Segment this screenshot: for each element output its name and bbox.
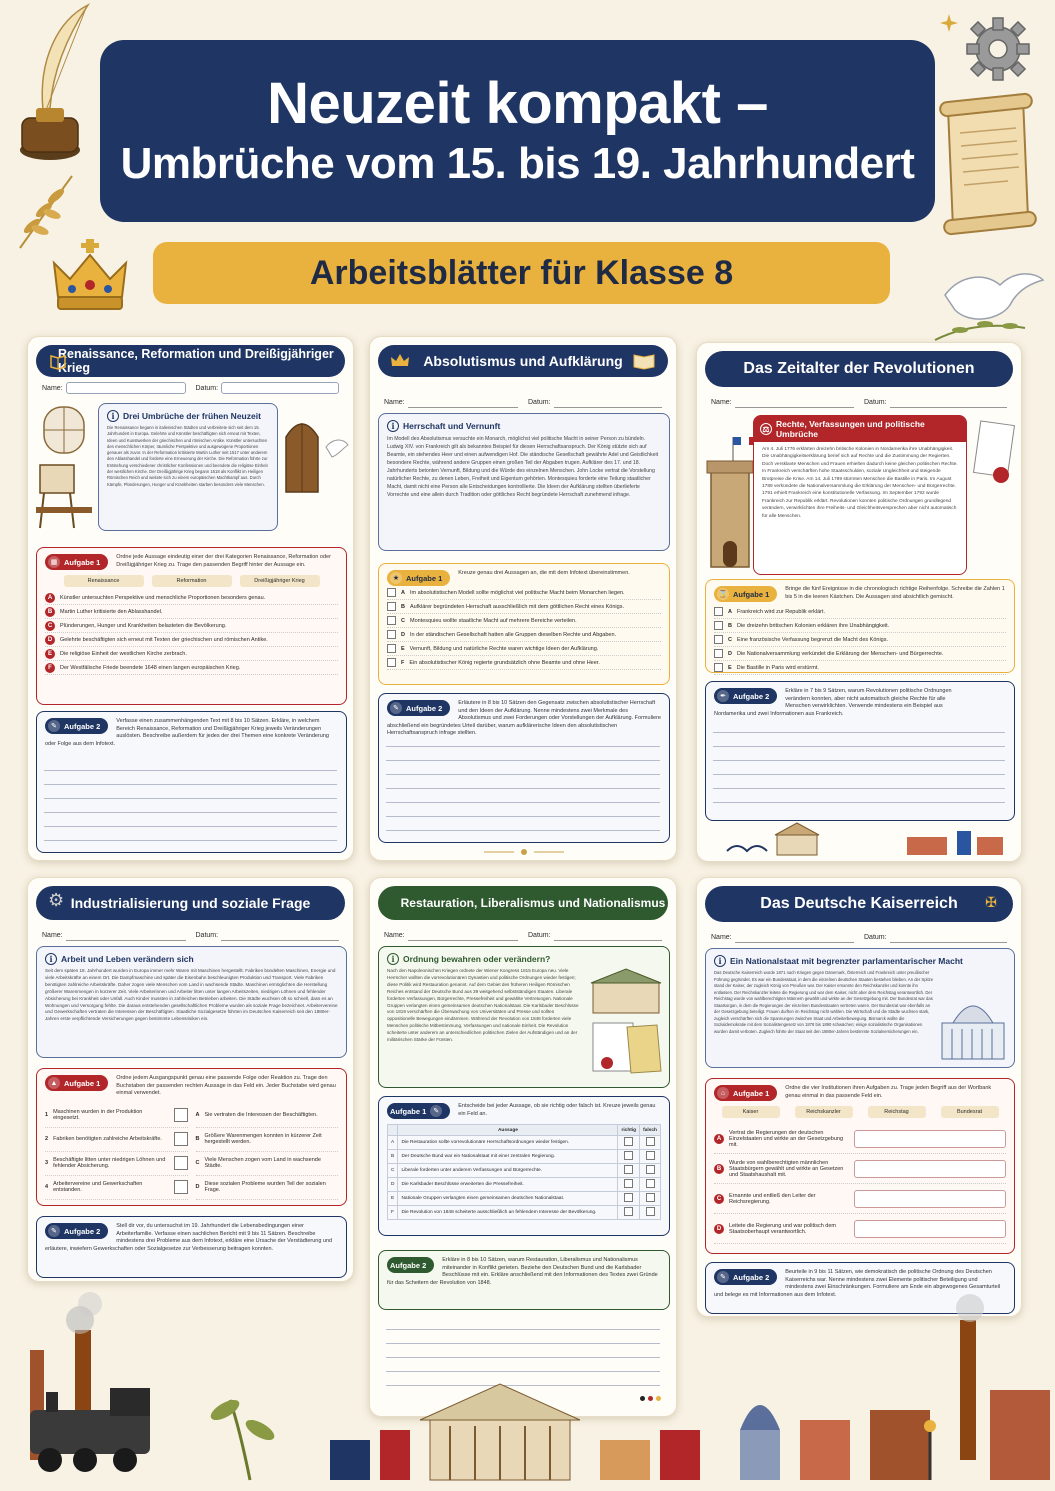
worksheet-german-empire <box>696 877 1022 1317</box>
checkbox[interactable] <box>387 658 396 667</box>
task-1-badge: ⌂ Aufgabe 1 <box>714 1085 777 1101</box>
quill-icon: ✒ <box>717 690 729 702</box>
number-box[interactable] <box>714 621 723 630</box>
checkbox[interactable] <box>646 1193 655 1202</box>
cause-row: 4 Arbeitervereine und Gewerkschaften entstanden. <box>45 1176 188 1200</box>
city-skyline-illustration <box>707 821 1013 859</box>
bottom-scenery-illustration <box>0 1280 1055 1491</box>
task-1 <box>378 563 670 685</box>
checkbox[interactable] <box>624 1165 633 1174</box>
building-icon: ⌂ <box>717 1087 729 1099</box>
date-field[interactable] <box>890 396 1007 408</box>
answer-field[interactable] <box>854 1190 1006 1208</box>
task-1-text: Bringe die fünf Ereignisse in die chronologisch richtige Reihenfolge. Schreibe die Zahlen 1 bis 5 in die leeren Kästchen. Die Aussagen sind absichtlich gemischt. <box>785 586 1005 600</box>
name-date-row <box>42 928 339 942</box>
name-date-row <box>384 395 662 409</box>
table-row: D Die Karlsbader Beschlüsse erweiterten die Pressefreiheit. <box>388 1178 661 1192</box>
cause-row: 1 Maschinen wurden in der Produktion eingesetzt. <box>45 1104 188 1128</box>
checkbox[interactable] <box>646 1137 655 1146</box>
info-box <box>705 948 1015 1068</box>
worksheet-title: Industrialisierung und soziale Frage <box>70 895 311 911</box>
checkbox[interactable] <box>646 1151 655 1160</box>
effect-row: D Diese sozialen Probleme wurden Teil der sozialen Frage. <box>196 1176 339 1200</box>
castle-map-illustration <box>587 967 665 1079</box>
worksheet-title-bar <box>705 886 1013 922</box>
info-box <box>98 403 278 531</box>
category-thirty-years-war: Dreißigjähriger Krieg <box>240 575 320 587</box>
checkbox-row[interactable]: A Im absolutistischen Modell sollte möglichst viel politische Macht beim Monarchen liegen. <box>387 586 661 600</box>
name-date-row <box>711 395 1007 409</box>
worksheet-absolutism <box>369 336 677 861</box>
task-2 <box>36 1216 347 1278</box>
cause-row: 3 Beschäftigte litten unter niedrigen Löhnen und fehlender Absicherung. <box>45 1152 188 1176</box>
factory-icon: ▲ <box>48 1077 60 1089</box>
subtitle-banner: Arbeitsblätter für Klasse 8 <box>153 242 890 304</box>
date-label: Datum: <box>864 398 887 406</box>
name-field[interactable] <box>735 931 854 943</box>
info-text: Seit dem späten 18. Jahrhundert wurden in Europa immer mehr Waren mit Maschinen hergestellt. Fabriken bündelten Maschinen, Energie und viele Arbeitskräfte an einem Ort. Die Dampfmaschine und später die Eisenbahn beschleunigten Produktion und Transport. Viele Fabriken benötigten zahlreiche Arbeitskräfte. Daher zogen viele Menschen vom Land in wachsende Städte. Maschinen ermöglichten die Herstellung größerer Warenmengen in kürzerer Zeit. Viele Arbeiterinnen und Arbeiter litten unter langen Arbeitszeiten, niedrigen Löhnen und fehlender Absicherung bei Krankheit oder Unfall. Auch Kinder mussten in zahlreichen Betrieben arbeiten. Die Städte wuchsen oft so schnell, dass es an Wohnungen und Versorgung fehlte. Die daraus entstehenden gesellschaftlichen Probleme wurden als soziale Frage bezeichnet. Arbeitervereine und Gewerkschaften vertraten die Interessen der Beschäftigten. Staatliche Sozialgesetze führten im Deutschen Kaiserreich seit den 1880er-Jahren erste verpflichtende Versicherungen gegen bestimmte Lebensrisiken ein. <box>45 968 338 1022</box>
document-seal-illustration <box>971 419 1017 499</box>
table-row: A Die Restauration sollte vorrevolutionäre Herrschaftsordnungen wieder festigen. <box>388 1136 661 1150</box>
institution-row: A Vertrat die Regierungen der deutschen Einzelstaaten und wirkte an der Gesetzgebung mit. <box>714 1124 1006 1154</box>
info-text: Im Modell des Absolutismus versuchte ein Monarch, möglichst viel politische Macht in seiner Person zu bündeln. Ludwig XIV. von Frankreich gilt als bekanntes Beispiel für diesen Herrschaftsanspruch. Der König stützte sich auf Beamte, ein stehendes Heer und einen aufwendigen Hof. Die ständische Gesellschaft gewährte Adel und Geistlichkeit besondere Rechte, während andere Gruppen einen großen Teil der Abgaben trugen. Aufklärer des 17. und 18. Jahrhunderts betonten Vernunft, Bildung und die Würde des einzelnen Menschen. John Locke vertrat die Vorstellung natürlicher Rechte, zu denen Leben, Freiheit und Eigentum gehörten. Montesquieu forderte eine Teilung staatlicher Macht, damit nicht eine Person alle Entscheidungen kontrollierte. Die Ideen der Aufklärung stellten überlieferte Vorrechte und eine allein durch Tradition oder göttliches Recht begründete Herrschaft zunehmend infrage. <box>387 436 659 498</box>
task-2-text: Stell dir vor, du untersuchst im 19. Jahrhundert die Lebensbedingungen einer Arbeiterfamilie. Verfasse einen sachlichen Bericht mit 9 bis 11 Sätzen. Beschreibe mindestens drei Probleme aus dem Infotext, erkläre eine Ursache der Verstädterung und erläutere, inwiefern Gewerkschaften oder Sozialgesetze zur Verbesserung beitragen konnten. <box>45 1223 333 1252</box>
pencil-icon: ✎ <box>430 1105 442 1117</box>
answer-field[interactable] <box>854 1130 1006 1148</box>
answer-field[interactable] <box>854 1160 1006 1178</box>
info-box <box>378 946 670 1088</box>
worksheet-renaissance <box>27 336 354 861</box>
task-1-text: Ordne jede Aussage eindeutig einer der drei Kategorien Renaissance, Reformation oder Dreißigjähriger Krieg zu. Trage den passenden Begriff hinter der Aussage ein. <box>116 554 331 568</box>
eagle-emblem-icon: ✠ <box>985 894 997 910</box>
table-row: B Der Deutsche Bund war ein Nationalstaat mit einer zentralen Regierung. <box>388 1150 661 1164</box>
task-1-badge: Aufgabe 1 ✎ <box>387 1103 450 1119</box>
answer-box[interactable] <box>174 1180 188 1194</box>
date-field[interactable] <box>221 382 339 394</box>
checkbox-row[interactable]: E Vernunft, Bildung und natürliche Rechte waren wichtige Ideen der Aufklärung. <box>387 642 661 656</box>
worksheet-title: Das Deutsche Kaiserreich <box>760 895 958 912</box>
causes-column <box>45 1104 188 1200</box>
task-1-text: Ordne jedem Ausgangspunkt genau eine passende Folge oder Reaktion zu. Trage den Buchstaben der passenden rechten Aussage in das Feld ein. Jeder Buchstabe wird genau einmal verwendet. <box>116 1075 336 1096</box>
number-box[interactable] <box>714 649 723 658</box>
word-bank-item: Kaiser <box>722 1106 780 1118</box>
date-label: Datum: <box>528 931 551 939</box>
writing-lines[interactable] <box>44 757 337 841</box>
name-field[interactable] <box>735 396 854 408</box>
hourglass-icon: ⌛ <box>717 588 729 600</box>
date-field[interactable] <box>890 931 1007 943</box>
pencil-icon: ✎ <box>48 1225 60 1237</box>
info-text: Am 4. Juli 1776 erklärten dreizehn britische Kolonien in Nordamerika ihre Unabhängigkeit. Die Unabhängigkeitserklärung berief sich auf Rechte und die Zustimmung der Regierten. Doch versklavte Menschen und Frauen erhielten dadurch keine gleichen politischen Rechte. In Frankreich verschärften hohe Staatsschulden, soziale Ungleichheit und steigende Brotpreise die Krise. Am 14. Juli 1789 stürmten Menschen die Bastille in Paris. Im August 1789 verkündete die Nationalversammlung die Erklärung der Menschen- und Bürgerrechte. 1791 erhielt Frankreich eine konstitutionelle Verfassung. Im September 1792 wurde Frankreich zur Republik erklärt. Revolutionen konnten politische Ordnungen grundlegend verändern, verwirklichten ihre Freiheits- und Gleichheitsversprechen aber nicht automatisch für alle Menschen. <box>762 447 958 519</box>
quill-inkwell-illustration <box>8 0 98 165</box>
statement-row: E Die religiöse Einheit der westlichen Kirche zerbrach. <box>45 647 338 661</box>
info-box <box>753 415 967 575</box>
task-2-badge: ✎ Aufgabe 2 <box>45 718 108 734</box>
task-1-text: Ordne die vier Institutionen ihren Aufgaben zu. Trage jeden Begriff aus der Wortbank genau einmal in das passende Feld ein. <box>785 1085 992 1099</box>
checkbox[interactable] <box>387 602 396 611</box>
task-1 <box>705 1078 1015 1254</box>
gear-icon <box>963 14 1033 84</box>
info-icon: i <box>45 953 57 965</box>
scales-icon: ⚖ <box>760 423 772 435</box>
true-false-table: Aussage richtig falsch A Die Restauration sollte vorrevolutionäre Herrschaftsordnungen wieder festigen. B Der Deutsche Bund war ein Nationalstaat mit einer zentralen Regierung. C Liberale forderten unter anderem Verfassungen und Bürgerrechte. D Die Karlsbader Beschlüsse erweiterten die Pressefreiheit. E Nationale Gruppen verlangten einen gemeinsamen deutschen Nationalstaat. F Die Revolution von 1848 scheiterte ausschließlich an fehlendem Interesse der Bevölkerung. <box>387 1124 661 1220</box>
crown-icon <box>50 235 130 315</box>
date-label: Datum: <box>864 933 887 941</box>
order-row[interactable]: E Die Bastille in Paris wird erstürmt. <box>714 661 1006 675</box>
checkbox[interactable] <box>624 1179 633 1188</box>
name-field[interactable] <box>66 382 186 394</box>
task-1-text: Kreuze genau drei Aussagen an, die mit dem Infotext übereinstimmen. <box>458 570 630 576</box>
task-2-badge: Aufgabe 2 <box>387 1257 434 1273</box>
order-row[interactable]: B Die dreizehn britischen Kolonien erklären ihre Unabhängigkeit. <box>714 619 1006 633</box>
checkbox[interactable] <box>646 1179 655 1188</box>
task-1 <box>36 547 347 705</box>
cause-row: 2 Fabriken benötigten zahlreiche Arbeitskräfte. <box>45 1128 188 1152</box>
book-sparkle-icon <box>48 351 68 371</box>
name-date-row <box>384 928 662 942</box>
task-2-text: Verfasse einen zusammenhängenden Text mit 8 bis 10 Sätzen. Erkläre, in welchem Bereich Renaissance, Reformation und Dreißigjähriger Krieg jeweils Veränderungen auslösten. Beschreibe außerdem für jedes der drei Themen eine konkrete Veränderung oder Folge aus dem Infotext. <box>45 718 329 747</box>
task-2-text: Erkläre in 8 bis 10 Sätzen, warum Restauration, Liberalismus und Nationalismus miteinander in Konflikt gerieten. Beziehe den Deutschen Bund und die Karlsbader Beschlüsse mit ein. Erkläre anschließend mit den Informationen des Textes zwei Gründe für das Scheitern der Revolution von 1848. <box>387 1257 658 1286</box>
task-2-badge: ✎ Aufgabe 2 <box>714 1269 777 1285</box>
checkbox[interactable] <box>387 630 396 639</box>
bastille-tower-illustration <box>705 431 755 571</box>
pencil-icon: ✎ <box>390 702 402 714</box>
info-title: Drei Umbrüche der frühen Neuzeit <box>123 411 261 421</box>
checkbox[interactable] <box>624 1137 633 1146</box>
date-field[interactable] <box>221 929 339 941</box>
info-icon: i <box>714 955 726 967</box>
checkbox[interactable] <box>624 1193 633 1202</box>
task-2-badge: ✎ Aufgabe 2 <box>387 700 450 716</box>
name-field[interactable] <box>408 396 518 408</box>
worksheet-title-bar <box>36 345 345 377</box>
church-door-dove-illustration <box>282 407 352 497</box>
worksheet-title: Absolutismus und Aufklärung <box>423 353 623 369</box>
checkbox[interactable] <box>387 616 396 625</box>
name-label: Name: <box>42 384 63 392</box>
info-text: Das Deutsche Kaiserreich wurde 1871 nach Kriegen gegen Dänemark, Österreich und Frankreich unter preußischer Führung gegründet. Es war ein Bundesstaat, in dem die einzelnen deutschen Staaten bestehen blieben. An der Spitze stand der Kaiser, der zugleich König von Preußen war. Der Kaiser ernannte den Reichskanzler und konnte ihn entlassen. Der Reichskanzler leitete die Regierung und war dem Kaiser, nicht aber dem Reichstag verantwortlich. Der Reichstag wurde von wahlberechtigten Männern gewählt und wirkte an der Gesetzgebung mit. Der Bundesrat war das Staatsorgan, in dem die Regierungen der einzelnen Bundesstaaten vertreten waren. Der Bundesrat war ebenfalls an der Gesetzgebung beteiligt. Frauen durften im Reichstag nicht wählen. Die Wirtschaft und die Städte wuchsen stark, zugleich verschärften sich die Spannungen zwischen Staat und Arbeiterbewegung. Bismarck wollte die Sozialdemokratie mit dem Sozialistengesetz von 1878 bis 1890 schwächen; einige sozialistische Organisationen wurden damit verboten. Zugleich führte der Staat seit den 1880er-Jahren bestimmte Sozialversicherungen ein. <box>714 970 934 1034</box>
info-title: Rechte, Verfassungen und politische Umbrüche <box>776 419 925 439</box>
writing-lines[interactable] <box>713 719 1005 803</box>
institution-row: D Leitete die Regierung und war politisch dem Staatsoberhaupt verantwortlich. <box>714 1214 1006 1244</box>
task-2-text: Beurteile in 9 bis 11 Sätzen, wie demokratisch die politische Ordnung des Deutschen Kaiserreichs war. Nenne mindestens zwei Elemente politischer Beteiligung und mindestens zwei Einschränkungen. Formuliere am Ende ein abgewogenes Gesamturteil und belege es mit Informationen aus dem Infotext. <box>714 1269 1001 1298</box>
award-icon: ★ <box>390 572 402 584</box>
worksheet-title: Renaissance, Reformation und Dreißigjähriger Krieg <box>58 347 334 375</box>
task-1-badge: ▲ Aufgabe 1 <box>45 1075 108 1091</box>
info-title: Ordnung bewahren oder verändern? <box>403 954 551 964</box>
name-field[interactable] <box>66 929 186 941</box>
answer-box[interactable] <box>174 1132 188 1146</box>
word-bank-item: Bundesrat <box>941 1106 999 1118</box>
statement-row: A Künstler untersuchten Perspektive und menschliche Proportionen besonders genau. <box>45 591 338 605</box>
name-label: Name: <box>384 931 405 939</box>
checkbox[interactable] <box>624 1207 633 1216</box>
name-field[interactable] <box>408 929 518 941</box>
name-label: Name: <box>711 933 732 941</box>
name-date-row <box>42 381 339 395</box>
checkbox-row[interactable]: F Ein absolutistischer König regierte grundsätzlich ohne Beamte und ohne Heer. <box>387 656 661 670</box>
checkbox-row[interactable]: D In der ständischen Gesellschaft hatten alle Gruppen dieselben Rechte und Abgaben. <box>387 628 661 642</box>
number-box[interactable] <box>714 663 723 672</box>
info-box <box>378 413 670 551</box>
worksheet-title-bar <box>36 886 345 920</box>
effect-row: B Größere Warenmengen konnten in kürzerer Zeit hergestellt werden. <box>196 1128 339 1152</box>
info-icon: i <box>387 953 399 965</box>
worksheet-title: Restauration, Liberalismus und Nationalismus <box>400 896 666 910</box>
statement-row: B Martin Luther kritisierte den Ablasshandel. <box>45 605 338 619</box>
info-icon: i <box>107 410 119 422</box>
sparkle-icon <box>940 14 958 32</box>
main-title-line2: Umbrüche vom 15. bis 19. Jahrhundert <box>120 139 915 188</box>
date-label: Datum: <box>195 931 219 939</box>
worksheet-revolutions <box>696 342 1022 862</box>
institution-row: B Wurde von wahlberechtigten männlichen Staatsbürgern gewählt und wirkte an Gesetzen und Staatshaushalt mit. <box>714 1154 1006 1184</box>
checkbox[interactable] <box>646 1165 655 1174</box>
institution-row: C Ernannte und entließ den Leiter der Reichsregierung. <box>714 1184 1006 1214</box>
checkbox[interactable] <box>387 588 396 597</box>
table-row: E Nationale Gruppen verlangten einen gemeinsamen deutschen Nationalstaat. <box>388 1192 661 1206</box>
worksheet-title-bar <box>705 351 1013 387</box>
open-book-icon <box>632 351 656 371</box>
pencil-icon: ✎ <box>717 1271 729 1283</box>
main-title-banner <box>100 40 935 222</box>
effect-row: A Sie vertraten die Interessen der Beschäftigten. <box>196 1104 339 1128</box>
order-row[interactable]: A Frankreich wird zur Republik erklärt. <box>714 605 1006 619</box>
writing-lines[interactable] <box>386 733 660 831</box>
date-label: Datum: <box>528 398 551 406</box>
checkbox[interactable] <box>624 1151 633 1160</box>
checkbox-row[interactable]: C Montesquieu wollte staatliche Macht auf mehrere Bereiche verteilen. <box>387 614 661 628</box>
word-bank-item: Reichstag <box>868 1106 926 1118</box>
info-icon: i <box>387 420 399 432</box>
order-row[interactable]: C Eine französische Verfassung begrenzt die Macht des Königs. <box>714 633 1006 647</box>
task-1 <box>36 1068 347 1206</box>
date-field[interactable] <box>554 929 662 941</box>
info-text: Nach den Napoleonischen Kriegen ordnete der Wiener Kongress 1815 Europa neu. Viele Herrscher wollten die vorrevolutionären Dynastien und politische Ordnungen wieder festigen; diese Politik wird Restauration genannt. Auf dem Gebiet des früheren Heiligen Römischen Reiches entstand der Deutsche Bund aus 39 weitgehend selbstständigen Staaten. Liberale forderten Verfassungen, Bürgerrechte, Pressefreiheit und gewählte Vertretungen. Nationale Gruppen verlangten einen gemeinsamen deutschen Nationalstaat. Die Karlsbader Beschlüsse von 1819 verschärften die Überwachung von Universitäten und Presse und sollten oppositionelle Bewegungen eindämmen. Während der Revolution von 1848 forderten viele Menschen politische Mitbestimmung, Verfassungen und nationale Einheit. Die Revolution scheiterte unter anderem an unterschiedlichen politischen Zielen der Aufständigen und an der militärischen Stärke der Fürsten. <box>387 968 579 1043</box>
info-text: Die Renaissance begann in italienischen Städten und verbreitete sich seit dem 15. Jahrhundert in Europa. Gelehrte und Künstler beschäftigten sich erneut mit Texten, Ideen und Kunstwerken der griechischen und römischen Antike. Künstler untersuchten den menschlichen Körper, räumliche Perspektive und ausgewogene Proportionen genauer als zuvor. In der Reformation kritisierte Martin Luther seit 1517 unter anderem den Ablasshandel und forderte eine Erneuerung der Kirche. Die Reformation führte zur Entstehung verschiedener christlicher Konfessionen und beendete die religiöse Einheit der westlichen Kirche. Der Dreißigjährige Krieg begann 1618 als Konflikt im Heiligen Römischen Reich und weitete sich zu einem europäischen Machtkampf aus. Durch Kämpfe, Plünderungen, Hunger und Krankheiten starben besonders viele Menschen. <box>107 425 268 487</box>
worksheet-title-bar <box>378 345 668 377</box>
order-row[interactable]: D Die Nationalversammlung verkündet die Erklärung der Menschen- und Bürgerrechte. <box>714 647 1006 661</box>
name-label: Name: <box>384 398 405 406</box>
statement-row: F Der Westfälische Friede beendete 1648 einen langen europäischen Krieg. <box>45 661 338 675</box>
name-date-row <box>711 930 1007 944</box>
pencil-icon: ✎ <box>48 720 60 732</box>
checkbox[interactable] <box>646 1207 655 1216</box>
info-title: Arbeit und Leben verändern sich <box>61 954 194 964</box>
scroll-illustration <box>928 88 1043 238</box>
info-title: Ein Nationalstaat mit begrenzter parlamentarischer Macht <box>730 956 963 966</box>
grid-icon: ▦ <box>48 556 60 568</box>
worksheet-title: Das Zeitalter der Revolutionen <box>743 360 975 377</box>
answer-field[interactable] <box>854 1220 1006 1238</box>
task-2-text: Erkläre in 7 bis 9 Sätzen, warum Revolutionen politische Ordnungen verändern konnten, aber nicht automatisch gleiche Rechte für alle Menschen verwirklichten. Verwende mindestens ein Beispiel aus Nordamerika und zwei Informationen aus Frankreich. <box>714 688 952 717</box>
task-1 <box>378 1096 670 1236</box>
main-title-line1: Neuzeit kompakt – <box>267 71 768 136</box>
table-row: F Die Revolution von 1848 scheiterte ausschließlich an fehlendem Interesse der Bevölkerung. <box>388 1206 661 1220</box>
info-box <box>36 946 347 1058</box>
task-1-text: Entscheide bei jeder Aussage, ob sie richtig oder falsch ist. Kreuze jeweils genau ein Feld an. <box>458 1103 656 1117</box>
checkbox[interactable] <box>387 644 396 653</box>
task-1-badge: ⌛ Aufgabe 1 <box>714 586 777 602</box>
task-2-badge: ✒ Aufgabe 2 <box>714 688 777 704</box>
gear-icon: ⚙ <box>48 890 65 910</box>
reichstag-building-illustration <box>938 983 1008 1063</box>
task-1 <box>705 579 1015 673</box>
dove-olive-branch-illustration <box>915 250 1050 350</box>
number-box[interactable] <box>714 607 723 616</box>
number-box[interactable] <box>714 635 723 644</box>
statement-row: C Plünderungen, Hunger und Krankheiten belasteten die Bevölkerung. <box>45 619 338 633</box>
ornament-divider <box>484 847 564 857</box>
checkbox-row[interactable]: B Aufklärer begründeten Herrschaft ausschließlich mit dem göttlichen Recht eines Königs. <box>387 600 661 614</box>
task-2-text: Erläutere in 8 bis 10 Sätzen den Gegensatz zwischen absolutistischer Herrschaft und den Ideen der Aufklärung. Nenne mindestens zwei Merkmale des Absolutismus und zwei Forderungen oder Vorstellungen der Aufklärung. Formuliere abschließend ein begründetes Urteil darüber, warum aufklärerische Ideen den absolutistischen Herrschaftsanspruch infrage stellten. <box>387 700 661 736</box>
task-1-badge: ★ Aufgabe 1 <box>387 570 450 586</box>
category-reformation: Reformation <box>152 575 232 587</box>
info-title: Herrschaft und Vernunft <box>403 421 501 431</box>
name-label: Name: <box>42 931 63 939</box>
crown-icon <box>390 351 410 371</box>
category-renaissance: Renaissance <box>64 575 144 587</box>
task-2-badge: ✎ Aufgabe 2 <box>45 1223 108 1239</box>
date-field[interactable] <box>554 396 662 408</box>
worksheet-industrialization <box>27 877 354 1282</box>
worksheet-title-bar <box>378 886 668 920</box>
answer-box[interactable] <box>174 1156 188 1170</box>
date-label: Datum: <box>195 384 219 392</box>
effects-column <box>196 1104 339 1200</box>
renaissance-painting-illustration <box>34 403 96 533</box>
name-label: Name: <box>711 398 732 406</box>
statement-row: D Gelehrte beschäftigten sich erneut mit Texten der griechischen und römischen Antike. <box>45 633 338 647</box>
word-bank-item: Reichskanzler <box>795 1106 853 1118</box>
task-1-badge: ▦ Aufgabe 1 <box>45 554 108 570</box>
effect-row: C Viele Menschen zogen vom Land in wachsende Städte. <box>196 1152 339 1176</box>
table-row: C Liberale forderten unter anderem Verfassungen und Bürgerrechte. <box>388 1164 661 1178</box>
answer-box[interactable] <box>174 1108 188 1122</box>
